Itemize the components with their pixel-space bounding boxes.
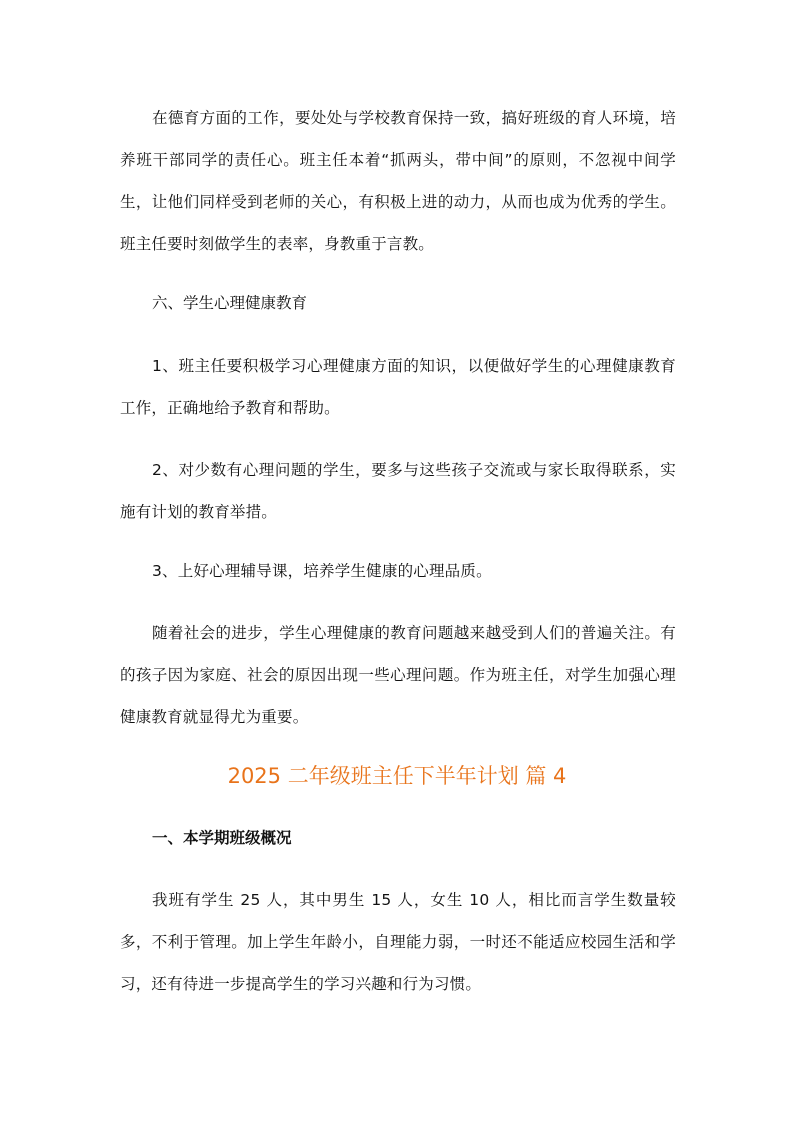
- heading-mental-health: 六、学生心理健康教育: [152, 294, 308, 312]
- list-item-1: 1、班主任要积极学习心理健康方面的知识，以便做好学生的心理健康教育工作，正确地给予教育和帮助。: [120, 357, 676, 417]
- list-item-3: 3、上好心理辅导课，培养学生健康的心理品质。: [152, 562, 492, 580]
- section-title: 2025 二年级班主任下半年计划 篇 4: [227, 764, 567, 788]
- paragraph-class-overview: 我班有学生 25 人，其中男生 15 人，女生 10 人，相比而言学生数量较多，不利于管理。加上学生年龄小，自理能力弱，一时还不能适应校园生活和学习，还有待进一步提高学生的学习兴趣和行为习惯。: [120, 891, 676, 993]
- paragraph-social-progress: 随着社会的进步，学生心理健康的教育问题越来越受到人们的普遍关注。有的孩子因为家庭、社会的原因出现一些心理问题。作为班主任，对学生加强心理健康教育就显得尤为重要。: [120, 624, 676, 726]
- paragraph-moral-education: 在德育方面的工作，要处处与学校教育保持一致，搞好班级的育人环境，培养班干部同学的责任心。班主任本着“抓两头，带中间”的原则，不忽视中间学生，让他们同样受到老师的关心，有积极上进的动力，从而也成为优秀的学生。班主任要时刻做学生的表率，身教重于言教。: [120, 109, 676, 253]
- heading-class-overview: 一、本学期班级概况: [152, 829, 292, 847]
- list-item-2: 2、对少数有心理问题的学生，要多与这些孩子交流或与家长取得联系，实施有计划的教育举措。: [120, 461, 676, 521]
